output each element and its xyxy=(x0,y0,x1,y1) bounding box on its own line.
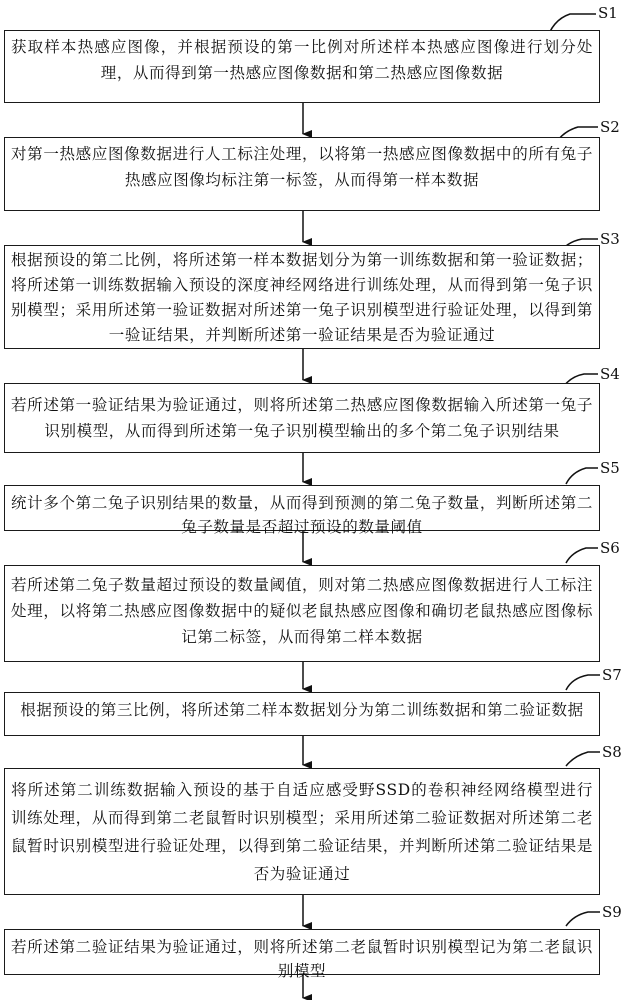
leader-s9 xyxy=(566,912,600,926)
step-label-s7: S7 xyxy=(602,666,622,684)
leader-s5 xyxy=(566,468,598,484)
step-box-s5: 统计多个第二兔子识别结果的数量，从而得到预测的第二兔子数量，判断所述第二兔子数量是否超过预设的数量阈值 xyxy=(4,485,600,531)
step-label-s8: S8 xyxy=(602,743,622,761)
step-label-s6: S6 xyxy=(600,539,620,557)
step-label-s4: S4 xyxy=(600,365,620,383)
leader-s8 xyxy=(566,752,600,766)
step-box-s6: 若所述第二兔子数量超过预设的数量阈值，则对第二热感应图像数据进行人工标注处理，以将第二热感应图像数据中的疑似老鼠热感应图像和确切老鼠热感应图像标记第二标签，从而得第二样本数据 xyxy=(4,565,600,662)
step-box-s7: 根据预设的第三比例，将所述第二样本数据划分为第二训练数据和第二验证数据 xyxy=(4,692,600,736)
step-box-s4: 若所述第一验证结果为验证通过，则将所述第二热感应图像数据输入所述第一兔子识别模型，从而得到所述第一兔子识别模型输出的多个第二兔子识别结果 xyxy=(4,383,600,453)
leader-s6 xyxy=(566,548,598,563)
step-box-s3: 根据预设的第二比例，将所述第一样本数据划分为第一训练数据和第一验证数据；将所述第一训练数据输入预设的深度神经网络进行训练处理，从而得到第一兔子识别模型；采用所述第一验证数据对所述第一兔子识别模型进行验证处理，以得到第一验证结果，并判断所述第一验证结果是否为验证通过 xyxy=(4,245,600,349)
step-label-s2: S2 xyxy=(600,118,620,136)
step-label-s9: S9 xyxy=(602,903,622,921)
step-box-s2: 对第一热感应图像数据进行人工标注处理，以将第一热感应图像数据中的所有兔子热感应图像均标注第一标签，从而得第一样本数据 xyxy=(4,137,600,211)
step-box-s8: 将所述第二训练数据输入预设的基于自适应感受野SSD的卷积神经网络模型进行训练处理，从而得到第二老鼠暂时识别模型；采用所述第二验证数据对所述第二老鼠暂时识别模型进行验证处理，以得到第二验证结果，并判断所述第二验证结果是否为验证通过 xyxy=(4,768,600,895)
step-label-s1: S1 xyxy=(598,4,618,22)
step-label-s3: S3 xyxy=(600,230,620,248)
step-box-s9: 若所述第二验证结果为验证通过，则将所述第二老鼠暂时识别模型记为第二老鼠识别模型 xyxy=(4,929,600,975)
step-label-s5: S5 xyxy=(600,459,620,477)
step-box-s1: 获取样本热感应图像，并根据预设的第一比例对所述样本热感应图像进行划分处理，从而得到第一热感应图像数据和第二热感应图像数据 xyxy=(4,30,600,103)
leader-s7 xyxy=(566,675,600,690)
